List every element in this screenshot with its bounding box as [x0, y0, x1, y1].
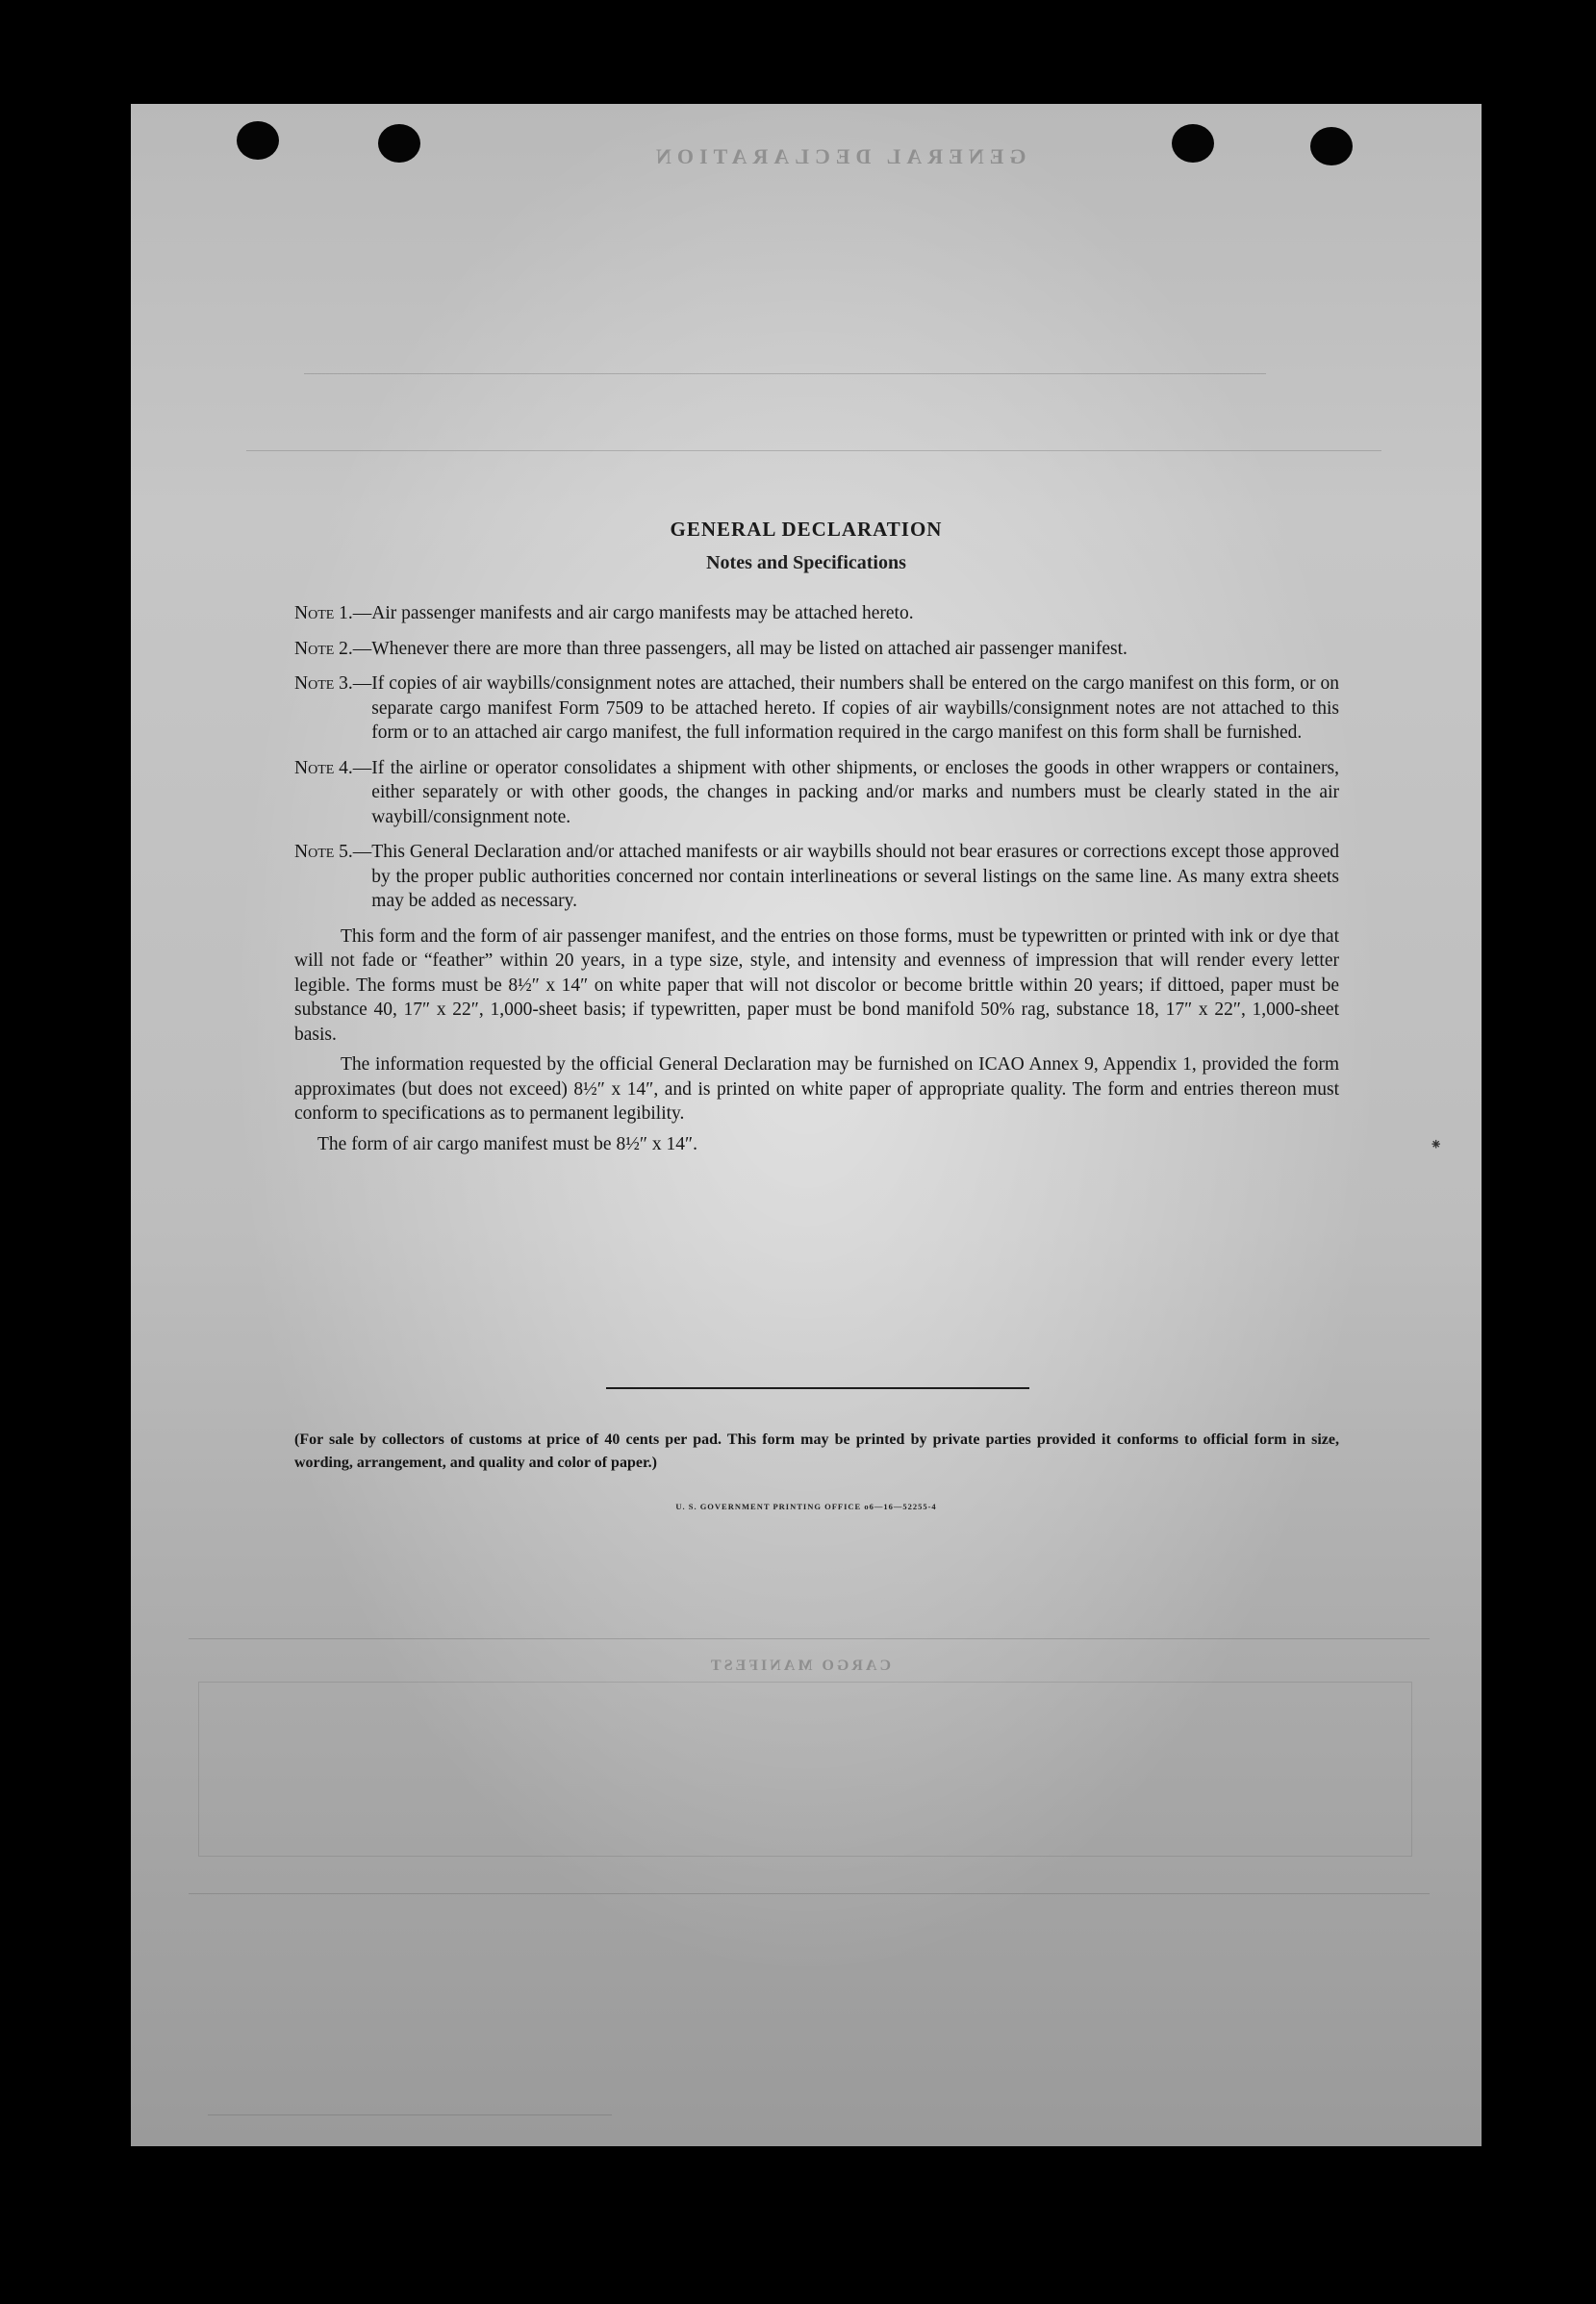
punch-hole — [1172, 124, 1214, 163]
note-text: This General Declaration and/or attached manifests or air waybills should not bear erasures or corrections except those approved by the proper public authorities concerned nor contain interlineations or several listings on the same line. As many extra sheets may be added as necessary. — [371, 842, 1339, 911]
note-item — [294, 756, 1339, 830]
punch-hole — [237, 121, 279, 160]
note-item — [294, 601, 1339, 626]
bleed-through-line — [208, 2114, 612, 2115]
note-item — [294, 671, 1339, 746]
bleed-through-line — [246, 450, 1381, 451]
note-label: Note 3.— — [294, 673, 372, 694]
note-label: Note 2.— — [294, 638, 372, 659]
divider — [606, 1387, 1029, 1389]
note-label: Note 4.— — [294, 757, 372, 778]
specification-paragraph: The information requested by the official General Declaration may be furnished on ICAO Annex 9, Appendix 1, provided the form approximates (but does not exceed) 8½″ x 14″, and is printed on white paper of appropriate quality. The form and entries thereon must conform to specifications as to permanent legibility. — [294, 1054, 1339, 1124]
punch-hole — [378, 124, 420, 163]
punch-hole — [1310, 127, 1353, 165]
sale-notice: (For sale by collectors of customs at price of 40 cents per pad. This form may be printed by private parties provided it conforms to official form in size, wording, arrangement, and quality and color of paper.) — [294, 1431, 1339, 1471]
stray-mark: ⁕ — [1430, 1137, 1443, 1153]
notes-section — [294, 601, 1339, 1162]
printing-office-imprint: U. S. GOVERNMENT PRINTING OFFICE o6—16—52255-4 — [675, 1502, 937, 1511]
note-text: If the airline or operator consolidates a shipment with other shipments, or encloses the goods in other wrappers or containers, either separately or with other goods, the changes in packing and/or marks and numbers must be clearly stated in the air waybill/consignment note. — [371, 757, 1339, 827]
note-label: Note 1.— — [294, 603, 372, 623]
bleed-through-cargo-heading: CARGO MANIFEST — [708, 1658, 892, 1674]
bleed-through-header: GENERAL DECLARATION — [650, 144, 1026, 168]
page-subtitle: Notes and Specifications — [706, 552, 906, 573]
specification-paragraph: The form of air cargo manifest must be 8½″ x 14″. — [317, 1133, 697, 1154]
note-text: Whenever there are more than three passengers, all may be listed on attached air passenger manifest. — [371, 638, 1127, 659]
note-item — [294, 840, 1339, 914]
bleed-through-line — [189, 1893, 1430, 1894]
document-page — [131, 104, 1482, 2146]
bleed-through-line — [189, 1638, 1430, 1639]
note-label: Note 5.— — [294, 842, 372, 862]
specification-paragraph: This form and the form of air passenger manifest, and the entries on those forms, must be typewritten or printed with ink or dye that will not fade or “feather” within 20 years, in a type size, style, and intensity and evenness of impression that will render every letter legible. The forms must be 8½″ x 14″ on white paper that will not discolor or become brittle within 20 years; if dittoed, paper must be substance 40, 17″ x 22″, 1,000-sheet basis; if typewritten, paper must be bond manifold 50% rag, substance 18, 17″ x 22″, 1,000-sheet basis. — [294, 925, 1339, 1045]
note-item — [294, 637, 1339, 662]
bleed-through-table — [198, 1682, 1412, 1857]
page-title: GENERAL DECLARATION — [670, 518, 943, 541]
note-text: Air passenger manifests and air cargo manifests may be attached hereto. — [371, 603, 914, 623]
note-text: If copies of air waybills/consignment notes are attached, their numbers shall be entered on the cargo manifest on this form, or on separate cargo manifest Form 7509 to be attached hereto. If copies of air waybills/consignment notes are not attached to this form or to an attached air cargo manifest, the full information required in the cargo manifest on this form shall be furnished. — [371, 673, 1339, 743]
bleed-through-line — [304, 373, 1266, 374]
